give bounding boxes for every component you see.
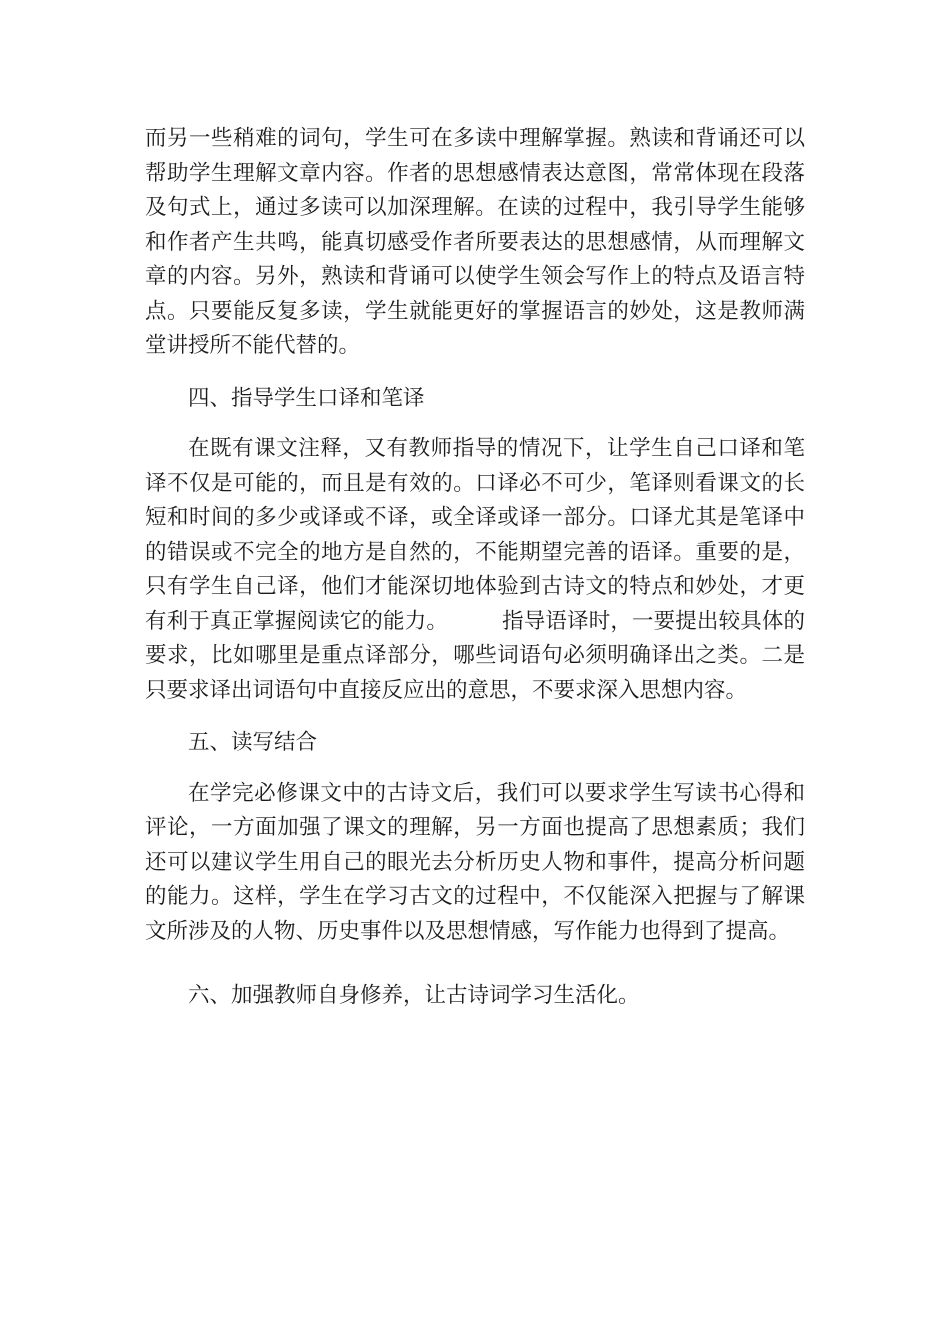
document-body xyxy=(145,122,805,1014)
section-heading-4: 四、指导学生口译和笔译 xyxy=(188,385,425,411)
paragraph-reading-writing: 在学完必修课文中的古诗文后，我们可以要求学生写读书心得和评论，一方面加强了课文的理解，另一方面也提高了思想素质；我们还可以建议学生用自己的眼光去分析历史人物和事件，提高分析问题的能力。这样，学生在学习古文的过程中，不仅能深入把握与了解课文所涉及的人物、历史事件以及思想情感，写作能力也得到了提高。 xyxy=(145,780,805,944)
paragraph-translation: 在既有课文注释，又有教师指导的情况下，让学生自己口译和笔译不仅是可能的，而且是有效的。口译必不可少，笔译则看课文的长短和时间的多少或译或不译，或全译或译一部分。口译尤其是笔译中的错误或不完全的地方是自然的，不能期望完善的语译。重要的是，只有学生自己译，他们才能深切地体验到古诗文的特点和妙处，才更有利于真正掌握阅读它的能力。 指导语译时，一要提出较具体的要求，比如哪里是重点译部分，哪些词语句必须明确译出之类。二是只要求译出词语句中直接反应出的意思，不要求深入思想内容。 xyxy=(145,436,805,703)
section-heading-5: 五、读写结合 xyxy=(188,730,318,755)
section-heading-6: 六、加强教师自身修养，让古诗词学习生活化。 xyxy=(188,983,640,1008)
paragraph-reading-recitation: 而另一些稍难的词句，学生可在多读中理解掌握。熟读和背诵还可以帮助学生理解文章内容。作者的思想感情表达意图，常常体现在段落及句式上，通过多读可以加深理解。在读的过程中，我引导学生能够和作者产生共鸣，能真切感受作者所要表达的思想感情，从而理解文章的内容。另外，熟读和背诵可以使学生领会写作上的特点及语言特点。只要能反复多读，学生就能更好的掌握语言的妙处，这是教师满堂讲授所不能代替的。 xyxy=(145,126,805,358)
